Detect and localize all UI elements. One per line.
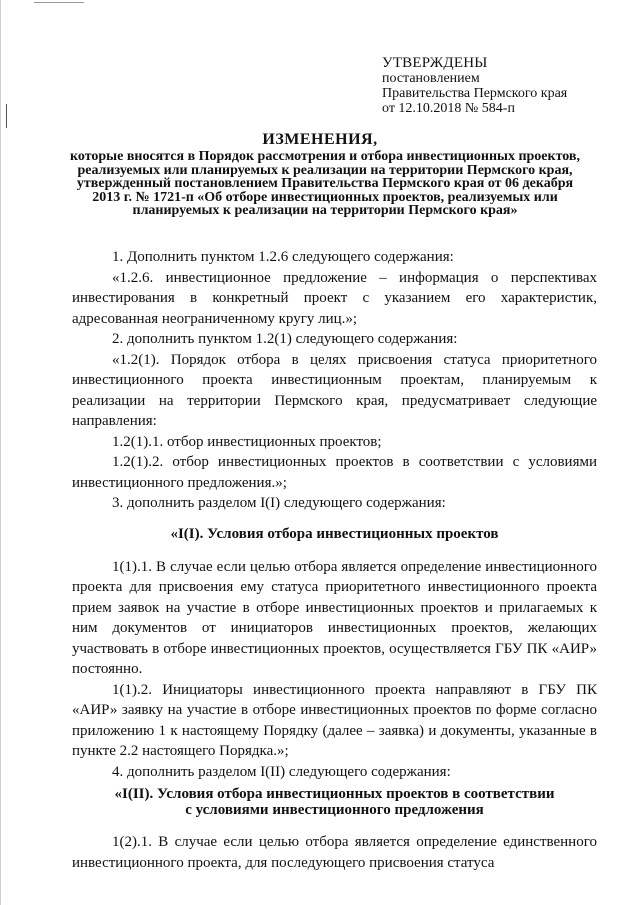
approval-block bbox=[382, 56, 567, 116]
paragraph-2: «1.2.6. инвестиционное предложение – информация о перспективах инвестирования в конкретный проект с указанием его характеристик, адресованная неограниченному кругу лиц.»; bbox=[72, 269, 597, 327]
approval-line-3: от 12.10.2018 № 584-п bbox=[382, 101, 515, 116]
section-heading-2-line-2: с условиями инвестиционного предложения bbox=[185, 802, 484, 818]
paragraph-6: 1.2(1).2. отбор инвестиционных проектов в соответствии с условиями инвестиционного предложения.»; bbox=[72, 454, 597, 491]
approval-line-2: Правительства Пермского края bbox=[382, 86, 568, 101]
section-heading-2-line-1: «I(II). Условия отбора инвестиционных проектов в соответствии bbox=[114, 786, 555, 802]
paragraph-4: «1.2(1). Порядок отбора в целях присвоения статуса приоритетного инвестиционного проекта инвестиционным проектам, планируемым к реализации на территории Пермского края, предусматривает следующие направления: bbox=[72, 351, 597, 429]
section-heading-1: «I(I). Условия отбора инвестиционных проектов bbox=[170, 525, 499, 542]
approval-line-1: постановлением bbox=[382, 71, 480, 86]
paragraph-9: 1(1).2. Инициаторы инвестиционного проекта направляют в ГБУ ПК «АИР» заявку на участие в отборе инвестиционных проектов по форме согласно приложению 1 к настоящему Порядку (далее – заявка) и документы, указанные в пункте 2.2 настоящего Порядка.»; bbox=[72, 681, 597, 759]
paragraph-7: 3. дополнить разделом I(I) следующего содержания: bbox=[112, 495, 446, 511]
paragraph-8: 1(1).1. В случае если целью отбора является определение инвестиционного проекта для присвоения ему статуса приоритетного инвестиционного проекта прием заявок на участие в отборе инвестиционных проектов и прилагаемых к ним документов от инициаторов инвестиционных проектов, желающих участвовать в отборе инвестиционных проектов, осуществляется ГБУ ПК «АИР» постоянно. bbox=[72, 558, 597, 677]
document-body bbox=[72, 247, 597, 873]
margin-mark bbox=[6, 104, 7, 128]
section-heading-2 bbox=[72, 786, 597, 818]
paragraph-11: 1(2).1. В случае если целью отбора является определение единственного инвестиционного проекта, для последующего присвоения статуса bbox=[72, 834, 597, 871]
paragraph-5: 1.2(1).1. отбор инвестиционных проектов; bbox=[112, 433, 382, 450]
paragraph-1: 1. Дополнить пунктом 1.2.6 следующего содержания: bbox=[112, 249, 454, 265]
document-subtitle: которые вносятся в Порядок рассмотрения и отбора инвестиционных проектов, реализуемых или планируемых к реализации на территории Пермского края, утвержденный постановлением Правительства Пермского края от 06 декабря 2013 г. № 1721-п «Об отборе инвестиционных проектов, реализуемых или планируемых к реализации на территории Пермского края» bbox=[70, 149, 580, 218]
scan-artifact-line bbox=[34, 2, 84, 3]
approval-heading: УТВЕРЖДЕНЫ bbox=[382, 55, 488, 71]
paragraph-10: 4. дополнить разделом I(II) следующего содержания: bbox=[112, 763, 451, 780]
paragraph-3: 2. дополнить пунктом 1.2(1) следующего содержания: bbox=[112, 331, 458, 347]
page-edge bbox=[0, 0, 1, 905]
document-title: ИЗМЕНЕНИЯ, bbox=[262, 131, 378, 148]
